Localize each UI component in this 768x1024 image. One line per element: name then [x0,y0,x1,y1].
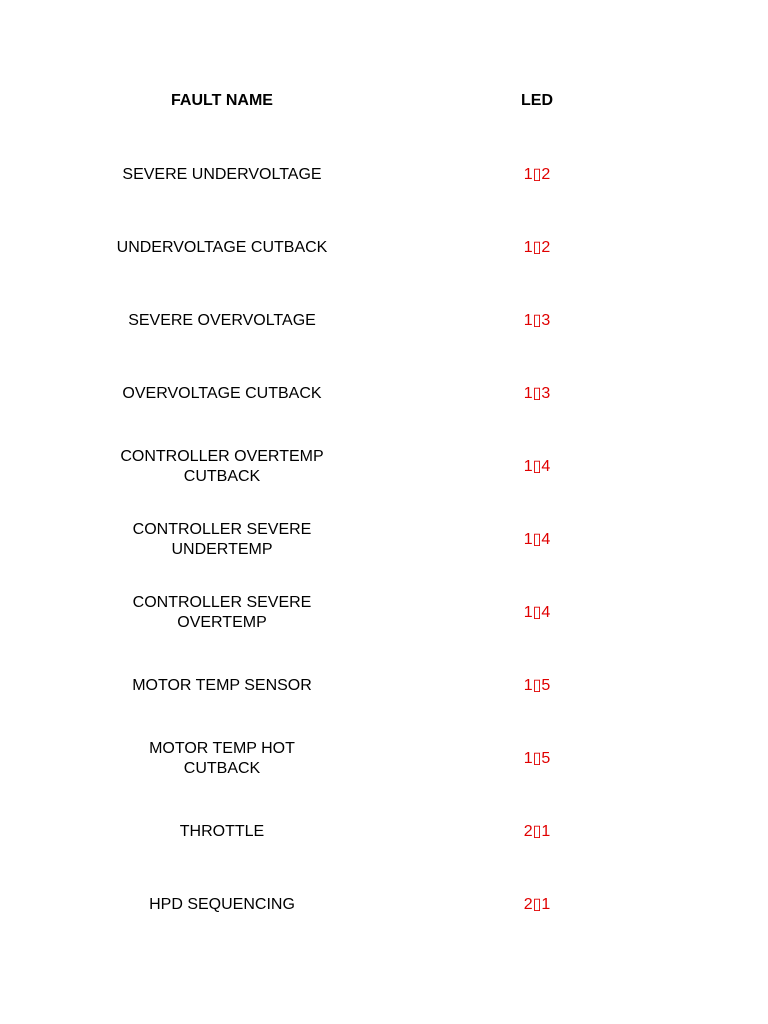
table-row [0,649,768,722]
table-row [0,503,768,576]
led-code-cell: 1▯4 [523,457,551,475]
led-code-cell: 1▯3 [523,384,551,402]
fault-name-cell: CONTROLLER OVERTEMP CUTBACK [120,447,324,485]
led-code-cell: 1▯5 [523,749,551,767]
fault-name-cell: HPD SEQUENCING [149,895,295,913]
table-row [0,868,768,941]
led-header: LED [521,92,553,109]
led-code-cell: 1▯2 [523,238,551,256]
fault-name-header: FAULT NAME [171,92,273,109]
fault-name-cell: UNDERVOLTAGE CUTBACK [116,238,328,256]
led-code-cell: 1▯5 [523,676,551,694]
table-row [0,138,768,211]
fault-table-body [0,138,768,941]
table-row [0,284,768,357]
led-code-cell: 2▯1 [523,895,551,913]
fault-name-cell: SEVERE OVERVOLTAGE [128,311,316,329]
fault-name-cell: CONTROLLER SEVERE UNDERTEMP [132,520,312,558]
led-code-cell: 1▯4 [523,603,551,621]
table-row [0,430,768,503]
led-code-cell: 1▯3 [523,311,551,329]
led-code-cell: 1▯4 [523,530,551,548]
table-row [0,357,768,430]
table-row [0,722,768,795]
table-row [0,211,768,284]
table-header [0,92,768,112]
fault-name-cell: SEVERE UNDERVOLTAGE [122,165,322,183]
fault-name-cell: CONTROLLER SEVERE OVERTEMP [132,593,312,631]
table-row [0,576,768,649]
fault-name-cell: MOTOR TEMP SENSOR [132,676,312,694]
fault-name-cell: THROTTLE [179,822,265,840]
led-code-cell: 2▯1 [523,822,551,840]
table-row [0,795,768,868]
led-code-cell: 1▯2 [523,165,551,183]
fault-name-cell: OVERVOLTAGE CUTBACK [122,384,322,402]
fault-name-cell: MOTOR TEMP HOT CUTBACK [149,739,295,777]
